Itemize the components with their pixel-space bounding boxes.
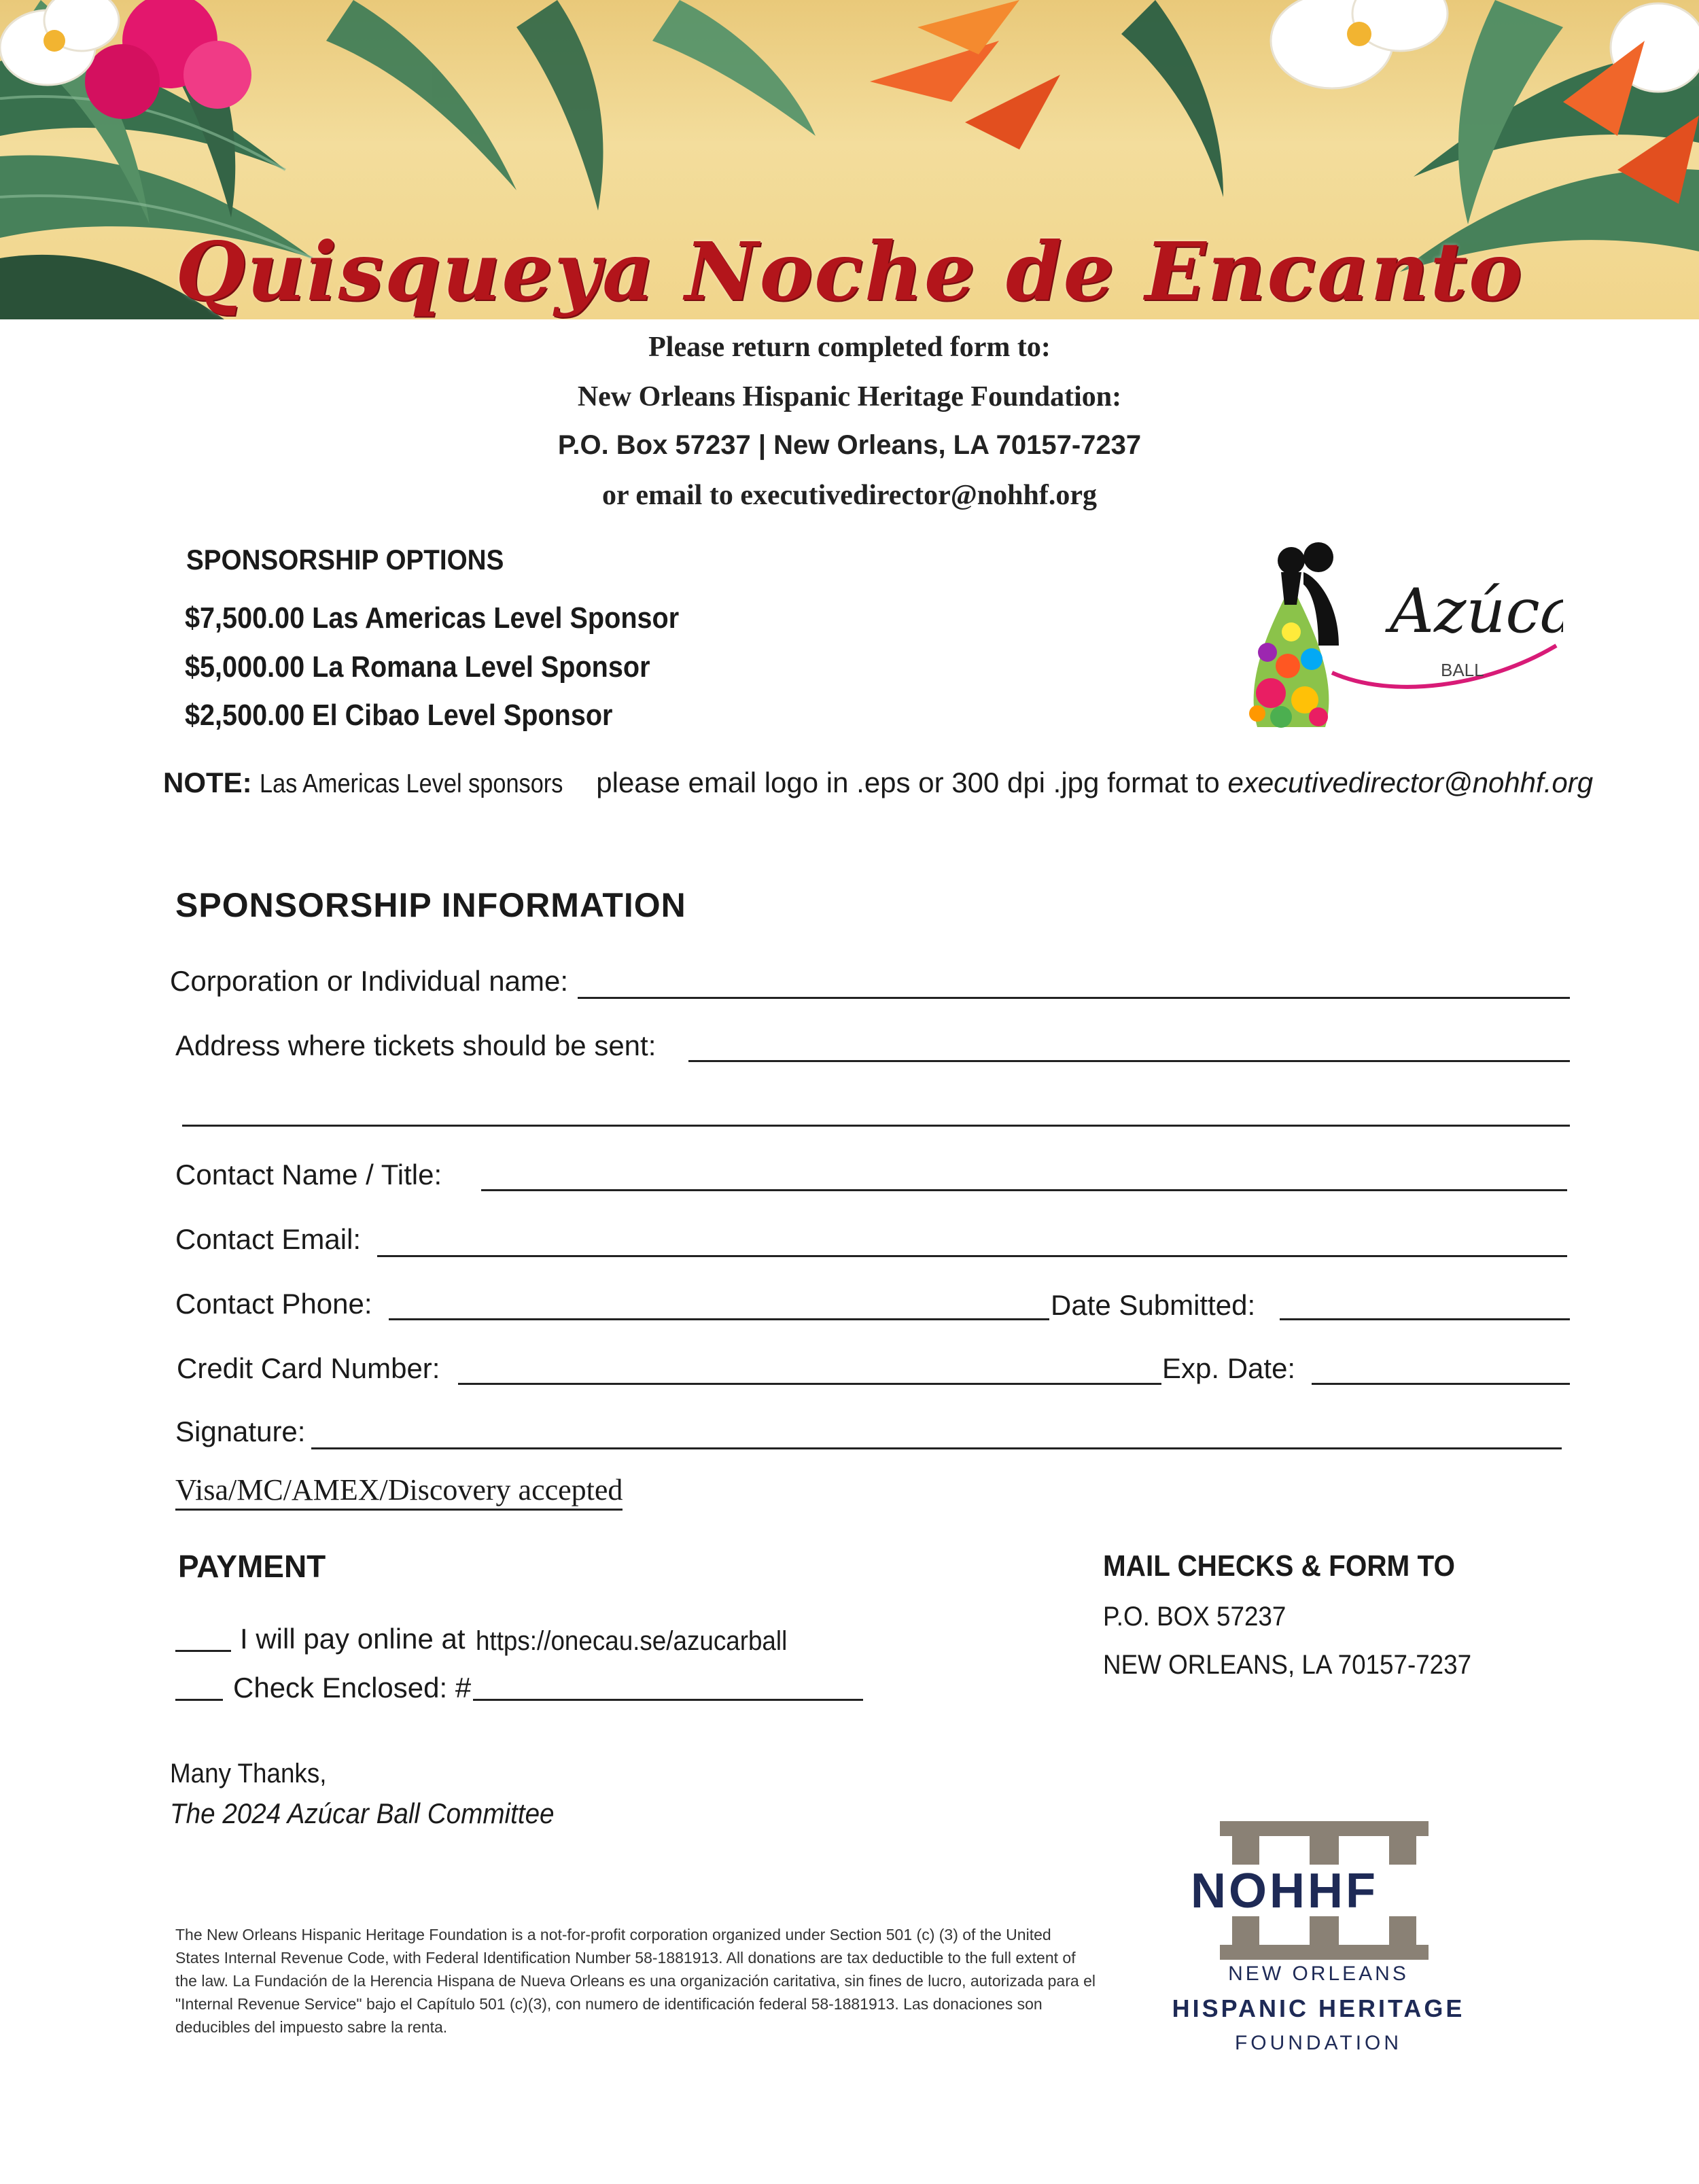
exp-date-field[interactable]	[1312, 1383, 1570, 1385]
tax-disclaimer: The New Orleans Hispanic Heritage Foundation is a not-for-profit corporation organized under Section 501 (c) (3) of the United States Internal Revenue Code, with Federal Identification Number 58-1881913. All donations are tax deductible to the full extent of the law. La Fundación de la Herencia Hispana de Nueva Orleans es una organización caritativa, sin fines de lucro, autorizada para el "Internal Revenue Service" bajo el Capítulo 501 (c)(3), con numero de identificación federal 58-1881913. Las donaciones son deducibles del impuesto sabre la renta.	[175, 1926, 1096, 2036]
azucar-sub: BALL	[1441, 660, 1484, 680]
exp-date-label: Exp. Date:	[1162, 1352, 1296, 1384]
contact-name-label: Contact Name / Title:	[175, 1159, 442, 1191]
closing-committee: The 2024 Azúcar Ball Committee	[170, 1797, 555, 1829]
mail-address-line-1: P.O. BOX 57237	[1103, 1602, 1286, 1632]
azucar-wordmark: Azúc	[1390, 576, 1540, 647]
logo-note	[163, 767, 1593, 799]
nohhf-line-2: HISPANIC HERITAGE	[1172, 1994, 1465, 2022]
contact-email-field[interactable]	[377, 1255, 1567, 1257]
nohhf-logo	[1142, 1821, 1509, 2059]
azucar-ball-logo	[1216, 530, 1563, 734]
mail-checks-title: MAIL CHECKS & FORM TO	[1103, 1549, 1456, 1583]
header-banner	[0, 0, 1699, 319]
sponsor-level-option: $7,500.00 Las Americas Level Sponsor	[185, 601, 680, 635]
pay-online-checkbox-line[interactable]	[175, 1650, 231, 1652]
sponsor-level-option: $5,000.00 La Romana Level Sponsor	[185, 650, 650, 684]
payment-title: PAYMENT	[178, 1549, 326, 1584]
check-enclosed-checkbox-line[interactable]	[175, 1699, 223, 1701]
check-number-field[interactable]	[473, 1699, 863, 1701]
note-email: executivedirector@nohhf.org	[1227, 767, 1594, 798]
card-number-field[interactable]	[458, 1383, 1161, 1385]
address-label: Address where tickets should be sent:	[175, 1029, 656, 1061]
closing-thanks: Many Thanks,	[170, 1759, 327, 1789]
return-email-line: or email to executivedirector@nohhf.org	[601, 480, 1097, 511]
sponsorship-options-title: SPONSORSHIP OPTIONS	[186, 544, 504, 576]
address-field[interactable]	[688, 1060, 1570, 1062]
return-organization: New Orleans Hispanic Heritage Foundation:	[577, 381, 1122, 412]
payment-url-link[interactable]: https://onecau.se/azucarball	[476, 1626, 788, 1656]
card-number-label: Credit Card Number:	[177, 1352, 440, 1384]
return-heading: Please return completed form to:	[648, 332, 1051, 363]
contact-email-label: Contact Email:	[175, 1223, 362, 1255]
event-title: Quisqueya Noche de Encanto	[175, 224, 1524, 319]
signature-field[interactable]	[311, 1447, 1562, 1449]
sponsorship-info-title: SPONSORSHIP INFORMATION	[175, 886, 686, 924]
cards-accepted: Visa/MC/AMEX/Discovery accepted	[175, 1473, 623, 1511]
return-po-box: P.O. Box 57237 | New Orleans, LA 70157-7237	[557, 430, 1142, 460]
date-submitted-label: Date Submitted:	[1051, 1289, 1256, 1321]
date-submitted-field[interactable]	[1280, 1318, 1570, 1320]
nohhf-line-3: FOUNDATION	[1234, 2032, 1403, 2054]
mail-address-line-2: NEW ORLEANS, LA 70157-7237	[1103, 1650, 1472, 1680]
nohhf-line-1: NEW ORLEANS	[1228, 1962, 1409, 1985]
note-text-a: Las Americas Level sponsors	[260, 769, 563, 798]
check-enclosed-label: Check Enclosed: #	[233, 1672, 472, 1704]
note-label: NOTE:	[163, 767, 252, 798]
contact-phone-label: Contact Phone:	[175, 1288, 372, 1320]
contact-name-field[interactable]	[481, 1189, 1567, 1191]
sponsor-level-option: $2,500.00 El Cibao Level Sponsor	[185, 699, 613, 732]
corporation-name-label: Corporation or Individual name:	[170, 965, 568, 997]
signature-label: Signature:	[175, 1415, 306, 1447]
address-field-line-2[interactable]	[182, 1125, 1570, 1127]
note-text-b: please email logo in .eps or 300 dpi .jpg format to	[596, 767, 1220, 798]
contact-phone-field[interactable]	[389, 1318, 1049, 1320]
nohhf-letters: NOHHF	[1191, 1864, 1378, 1918]
corporation-name-field[interactable]	[578, 997, 1570, 999]
pay-online-label: I will pay online at	[240, 1623, 466, 1655]
